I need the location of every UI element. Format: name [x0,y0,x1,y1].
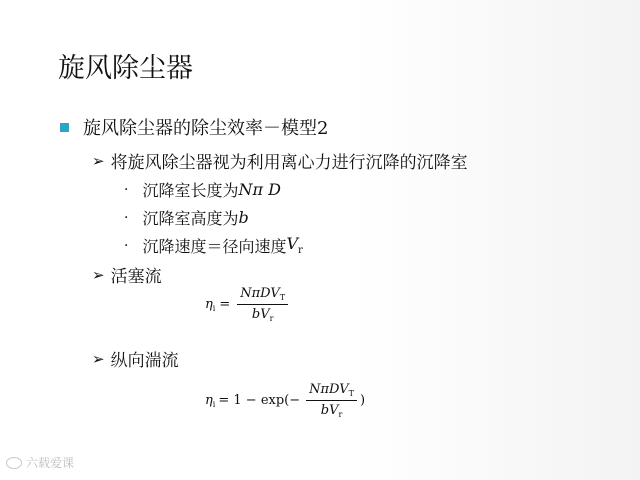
formula-equals: = [219,297,231,312]
point-height [124,206,249,229]
slide-title: 旋风除尘器 [58,53,193,84]
formula-denominator: $bV_r$ [320,403,343,419]
formula-fraction [237,286,288,323]
formula-exp-prefix: = 1 − exp(− [218,393,301,408]
arrow-bullet-icon: ➢ [92,349,105,368]
arrow-bullet-icon: ➢ [92,151,105,170]
point-length-var: Nπ D [238,180,281,199]
watermark-text: 六载爱课 [26,456,75,470]
point-velocity-var: $V_r$ [286,234,303,257]
sub-item-text: 纵向湍流 [110,351,179,371]
point-height-var: b [238,208,249,227]
formula-plug-flow [205,286,291,323]
sub-item-text: 将旋风除尘器视为利用离心力进行沉降的沉降室 [110,153,468,173]
point-length-label: 沉降室长度为 [142,181,239,200]
formula-numerator: NπDV$_T$ [237,286,288,305]
point-length [124,178,281,201]
dot-bullet-icon: · [124,209,129,226]
square-bullet-icon [60,123,69,132]
point-velocity [124,234,303,257]
sub-item-plug-flow [92,262,162,287]
sub-item-settling-chamber [92,148,468,173]
formula-fraction [306,382,357,419]
dot-bullet-icon: · [124,181,129,198]
formula-turbulence [205,382,365,419]
main-bullet [60,114,328,140]
point-height-label: 沉降室高度为 [142,209,239,228]
formula-numerator: NπDV$_T$ [306,382,357,401]
watermark-logo-icon [6,457,22,469]
watermark [6,454,74,471]
dot-bullet-icon: · [124,237,129,254]
point-velocity-label: 沉降速度＝径向速度 [142,237,287,256]
formula-denominator: $bV_r$ [251,307,274,323]
formula-lhs: $\eta_i$ [205,296,216,313]
sub-item-text: 活塞流 [110,267,162,287]
formula-lhs: $\eta_i$ [205,392,216,409]
formula-close-paren: ) [359,393,366,408]
sub-item-longitudinal-turbulence [92,346,179,371]
main-bullet-text: 旋风除尘器的除尘效率－模型2 [83,118,329,139]
arrow-bullet-icon: ➢ [92,265,105,284]
